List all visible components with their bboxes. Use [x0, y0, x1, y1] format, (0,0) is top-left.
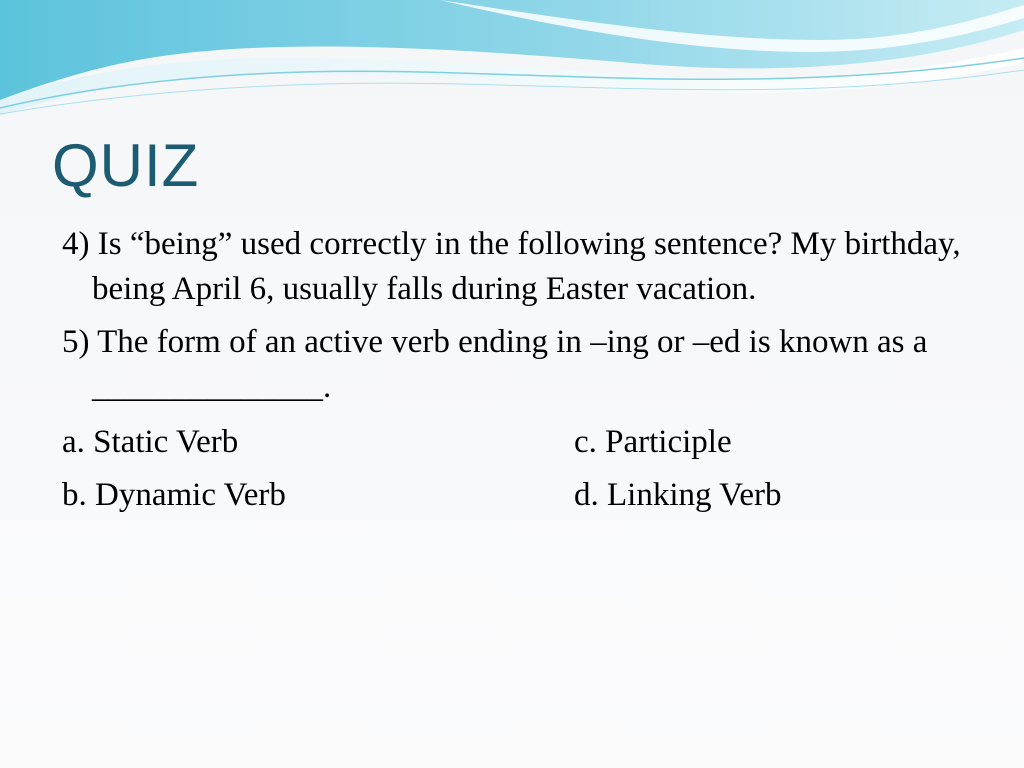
option-c: c. Participle	[574, 424, 732, 460]
option-d: d. Linking Verb	[574, 477, 782, 513]
decorative-wave-banner	[0, 0, 1024, 120]
option-a: a. Static Verb	[62, 424, 239, 460]
option-row-2	[62, 469, 962, 522]
question-5: 5) The form of an active verb ending in –ing or –ed is known as a ______________.	[62, 324, 928, 405]
slide-title: QUIZ	[52, 132, 200, 199]
option-row-1	[62, 416, 962, 469]
quiz-content	[62, 222, 962, 522]
answer-options	[62, 416, 962, 522]
question-4: 4) Is “being” used correctly in the following sentence? My birthday, being April 6, usually falls during Easter vacation.	[62, 226, 961, 307]
option-b: b. Dynamic Verb	[62, 477, 286, 513]
